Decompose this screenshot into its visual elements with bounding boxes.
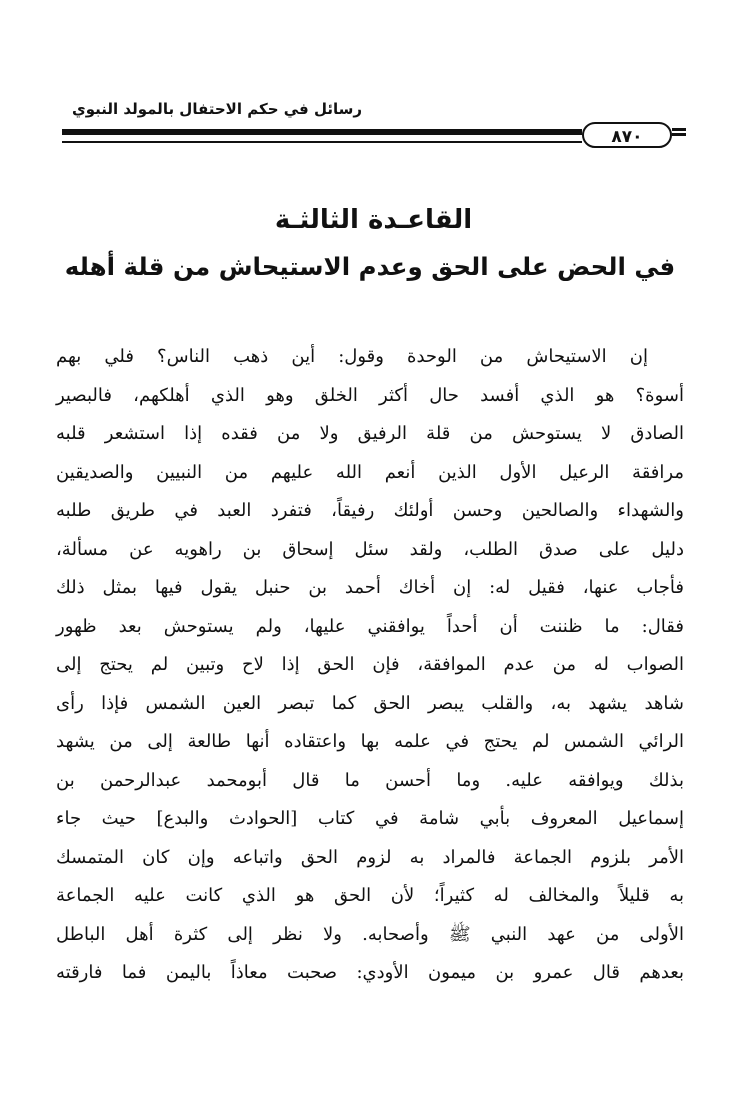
body-line: شاهد يشهد به، والقلب يبصر الحق كما تبصر العين الشمس فإذا رأى [56,692,684,714]
body-line: إن الاستيحاش من الوحدة وقول: أين ذهب الناس؟ فلي بهم [56,346,648,367]
body-line: الصواب له من عدم الموافقة، فإن الحق إذا لاح وتبين لم يحتج إلى [56,654,684,675]
section-subtitle: في الحض على الحق وعدم الاستيحاش من قلة أهله [64,252,676,281]
body-line: الأولى من عهد النبي ﷺ وأصحابه. ولا نظر إلى كثرة أهل الباطل [56,923,684,945]
page-number-rule-end [672,128,686,138]
section-title: القاعـدة الثالثـة [274,205,473,235]
body-line: بذلك ويوافقه عليه. وما أحسن ما قال أبومحمد عبدالرحمن بن [56,769,684,791]
body-text [56,338,684,993]
body-line: الرائي الشمس لم يحتج في علمه بها واعتقاده أنها طالعة إلى من يشهد [56,731,684,752]
body-line: به قليلاً والمخالف له كثيراً؛ لأن الحق هو الذي كانت عليه الجماعة [56,885,684,906]
body-line: والشهداء والصالحين وحسن أولئك رفيقاً، فتفرد العبد في طريق طلبه [56,500,684,521]
running-header-title: رسائل في حكم الاحتفال بالمولد النبوي [72,100,362,118]
page-number: ٨٧٠ [582,122,672,148]
header-rule-thick [62,129,582,135]
body-line: أسوة؟ هو الذي أفسد حال أكثر الخلق وهو الذي أهلكهم، فالبصير [56,384,684,406]
body-line: فقال: ما ظننت أن أحداً يوافقني عليها، ولم يستوحش بعد ظهور [56,615,684,637]
body-line: إسماعيل المعروف بأبي شامة في كتاب [الحوادث والبدع] حيث جاء [56,808,684,829]
body-line: بعدهم قال عمرو بن ميمون الأودي: صحبت معاذاً باليمن فما فارقته [56,962,685,983]
body-line: دليل على صدق الطلب، ولقد سئل إسحاق بن راهويه عن مسألة، [56,538,684,560]
body-line: الصادق لا يستوحش من قلة الرفيق ولا من فقده إذا استشعر قلبه [56,423,684,444]
body-line: مرافقة الرعيل الأول الذين أنعم الله عليهم من النبيين والصديقين [56,461,684,483]
header-rule-thin [62,141,582,143]
body-line: فأجاب عنها، فقيل له: إن أخاك أحمد بن حنبل يقول فيها بمثل ذلك [56,577,684,598]
body-line: الأمر بلزوم الجماعة فالمراد به لزوم الحق واتباعه وإن كان المتمسك [56,846,684,868]
